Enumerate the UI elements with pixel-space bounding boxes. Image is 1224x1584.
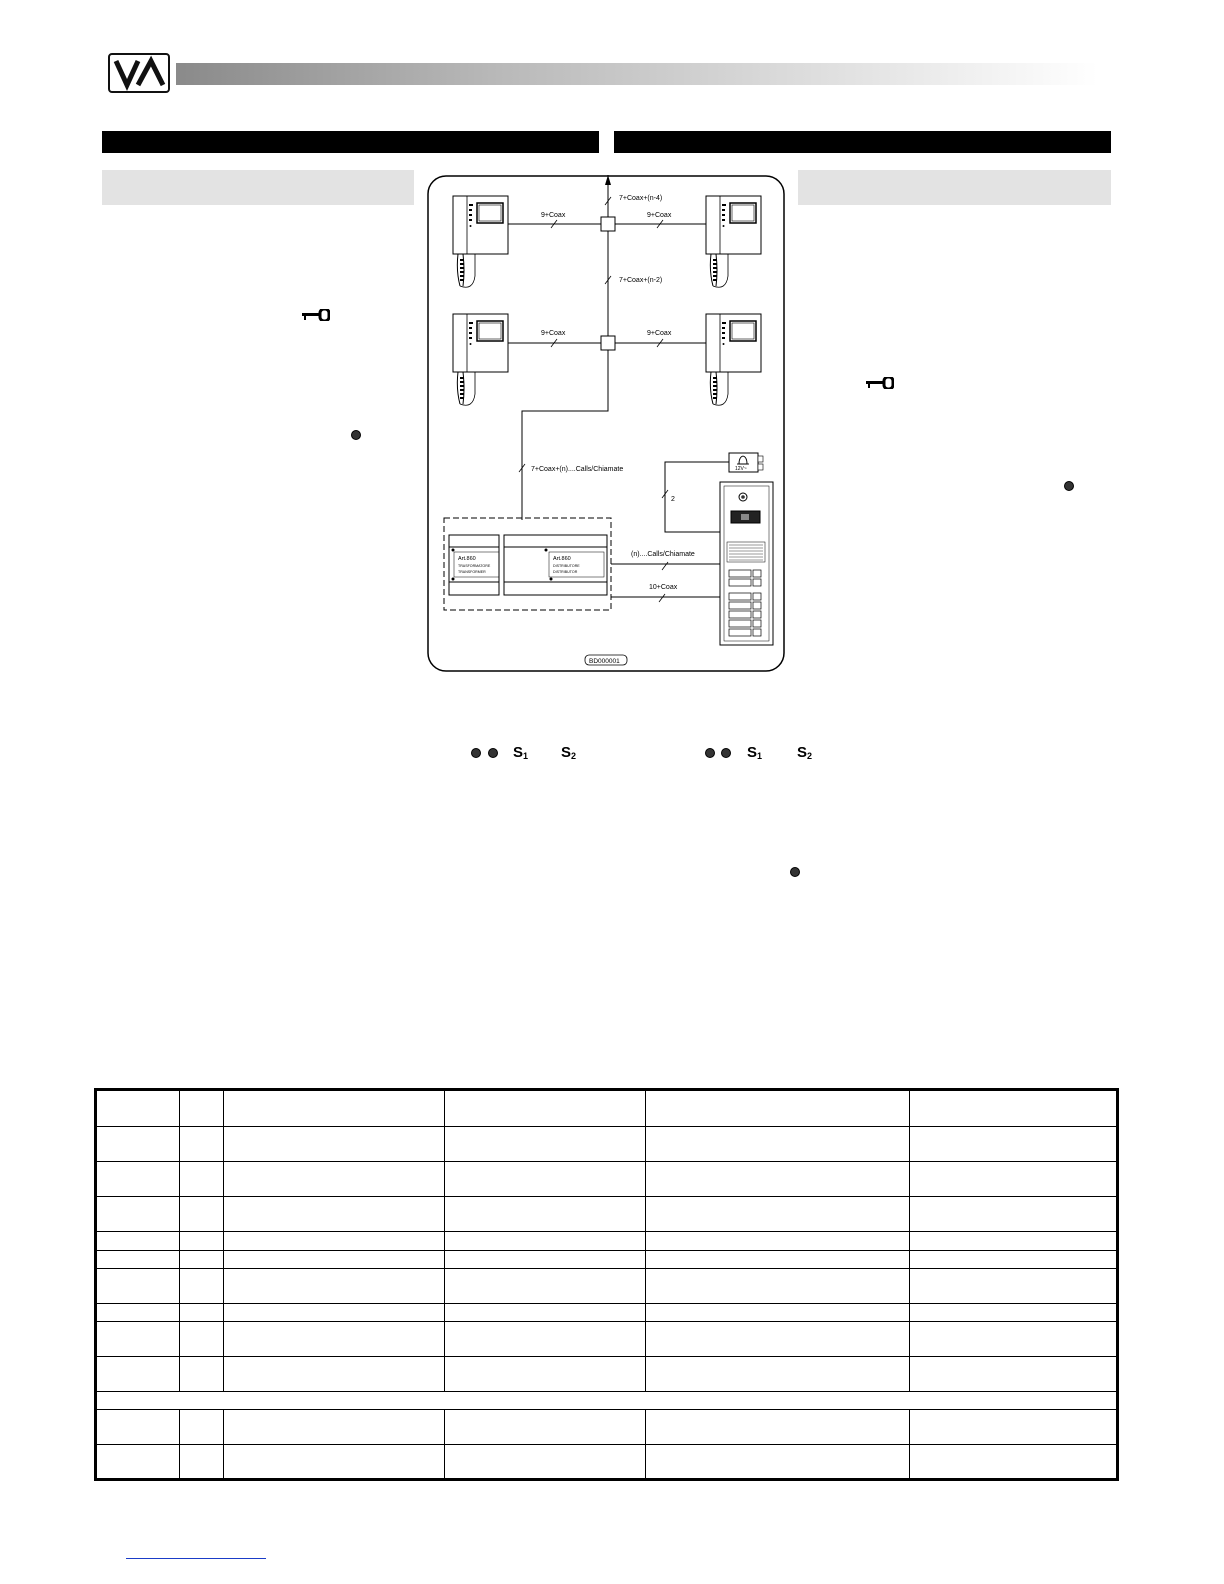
subsection-box-left [102,170,414,205]
section-bar-right [614,131,1111,153]
label-transformer-en: TRANSFORMER [458,570,486,574]
table-row [96,1127,1118,1162]
wiring-diagram [427,175,785,672]
label-distrib-en: DISTRIBUTOR [553,570,578,574]
table-row [96,1445,1118,1480]
key-icon [302,309,330,321]
label-branch-tl: 9+Coax [541,212,566,219]
table-row [96,1410,1118,1445]
bullet-dot-icon [351,430,361,440]
bullet-dot-icon [705,748,715,758]
label-two: 2 [671,496,675,503]
label-lock-voltage: 12V~ [735,466,747,472]
label-transformer-art: Art.860 [458,556,476,562]
key-icon [866,377,894,389]
bullet-dot-icon [721,748,731,758]
diagram-code: BD000001 [589,658,620,665]
label-branch-ml: 9+Coax [541,330,566,337]
symbol-s1: $S_1$ [747,744,763,761]
table-row [96,1269,1118,1304]
bullet-dot-icon [790,867,800,877]
table-row [96,1232,1118,1251]
header-gradient-bar [176,63,1098,85]
label-transformer-it: TRASFORMATORE [458,564,491,568]
symbol-s2: $S_2$ [797,744,813,761]
table-row [96,1197,1118,1232]
bullet-dot-icon [471,748,481,758]
label-distrib-it: DISTRIBUTORE [553,564,580,568]
table-row [96,1322,1118,1357]
symbol-s2: $S_2$ [561,744,577,761]
table-row [96,1251,1118,1269]
table-row [96,1357,1118,1392]
label-riser-mid: 7+Coax+(n-2) [619,277,663,284]
label-branch-mr: 9+Coax [647,330,672,337]
label-riser-low: 7+Coax+(n)....Calls/Chiamate [531,466,624,473]
label-distrib-art: Art.860 [553,556,571,562]
symbol-s1: $S_1$ [513,744,529,761]
section-bar-left [102,131,599,153]
table-section-row [96,1392,1118,1410]
label-coax10: 10+Coax [649,584,678,591]
bullet-dot-icon [1064,481,1074,491]
label-riser-top: 7+Coax+(n-4) [619,195,663,202]
footer-link[interactable] [126,1558,266,1559]
label-calls: (n)....Calls/Chiamate [631,551,695,558]
table-row [96,1162,1118,1197]
data-table [94,1088,1119,1481]
label-branch-tr: 9+Coax [647,212,672,219]
table-row [96,1304,1118,1322]
subsection-box-right [798,170,1111,205]
bullet-dot-icon [488,748,498,758]
table-header-row [96,1090,1118,1127]
vx-logo [108,53,170,93]
